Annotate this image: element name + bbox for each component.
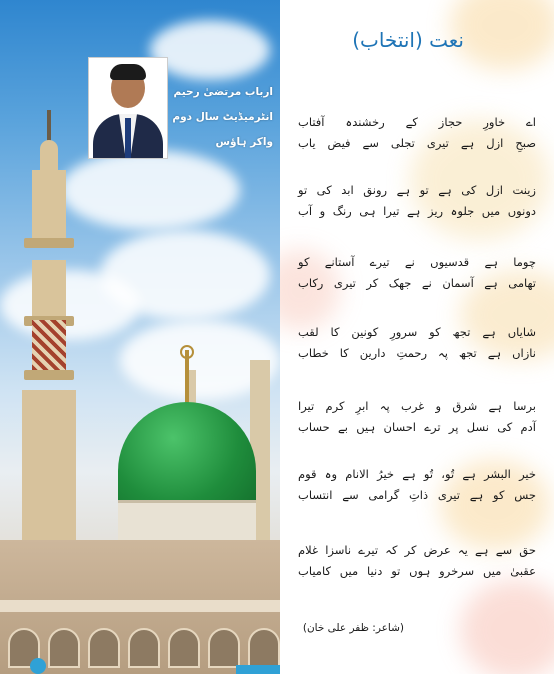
poem-line: شایاں ہے تجھ کو سرورِ کونین کا لقب [298,325,536,339]
poem-line: صبحِ ازل ہے تیری تجلی سے فیض یاب [298,136,536,150]
poem-line: حق سے ہے یہ عرض کر کہ تیرے ناسزا غلام [298,543,536,557]
poem-line: نازاں ہے تجھ پہ رحمتِ دارین کا خطاب [298,346,536,360]
poem-line: خیر البشر ہے تُو، تُو ہے خیرُ الانام وہ قوم [298,467,536,481]
poem-line: تھامی ہے آسمان نے جھک کر تیری رکاب [298,276,536,290]
stanza [298,464,536,506]
stanza [298,540,536,582]
poem-line: زینت ازل کی ہے تو ہے رونق ابد کی تو [298,183,536,197]
poem-panel [280,0,554,674]
author-info [168,80,273,155]
stanza [298,112,536,154]
author-class: انٹرمیڈیٹ سال دوم [172,111,273,123]
poem-line: دونوں میں جلوہ ریز ہے تیرا ہی رنگ و آب [298,204,536,218]
poem-line: آدم کی نسل پر ترے احسان ہیں بے حساب [298,420,536,434]
author-name: ارباب مرتضیٰ رحیم [173,86,273,98]
minaret-tower [20,130,78,550]
poem-line: عقبیٰ میں سرخرو ہوں تو دنیا میں کامیاب [298,564,536,578]
poem-line: چوما ہے قدسیوں نے تیرے آستانے کو [298,255,536,269]
poem-line: جس کو ہے تیری ذاتِ گرامی سے انتساب [298,488,536,502]
poem-line: اے خاورِ حجاز کے رخشندہ آفتاب [298,115,536,129]
stanza [298,252,536,294]
stanza [298,396,536,438]
poem-line: برسا ہے شرق و غرب پہ ابرِ کرم تیرا [298,399,536,413]
poem-title: نعت (انتخاب) [352,28,464,52]
poet-credit: (شاعر: ظفر علی خان) [302,622,404,634]
page-badge [30,658,46,674]
author-photo [88,57,168,159]
stanza [298,180,536,222]
stanza [298,322,536,364]
author-house: واکر ہاؤس [215,136,273,148]
